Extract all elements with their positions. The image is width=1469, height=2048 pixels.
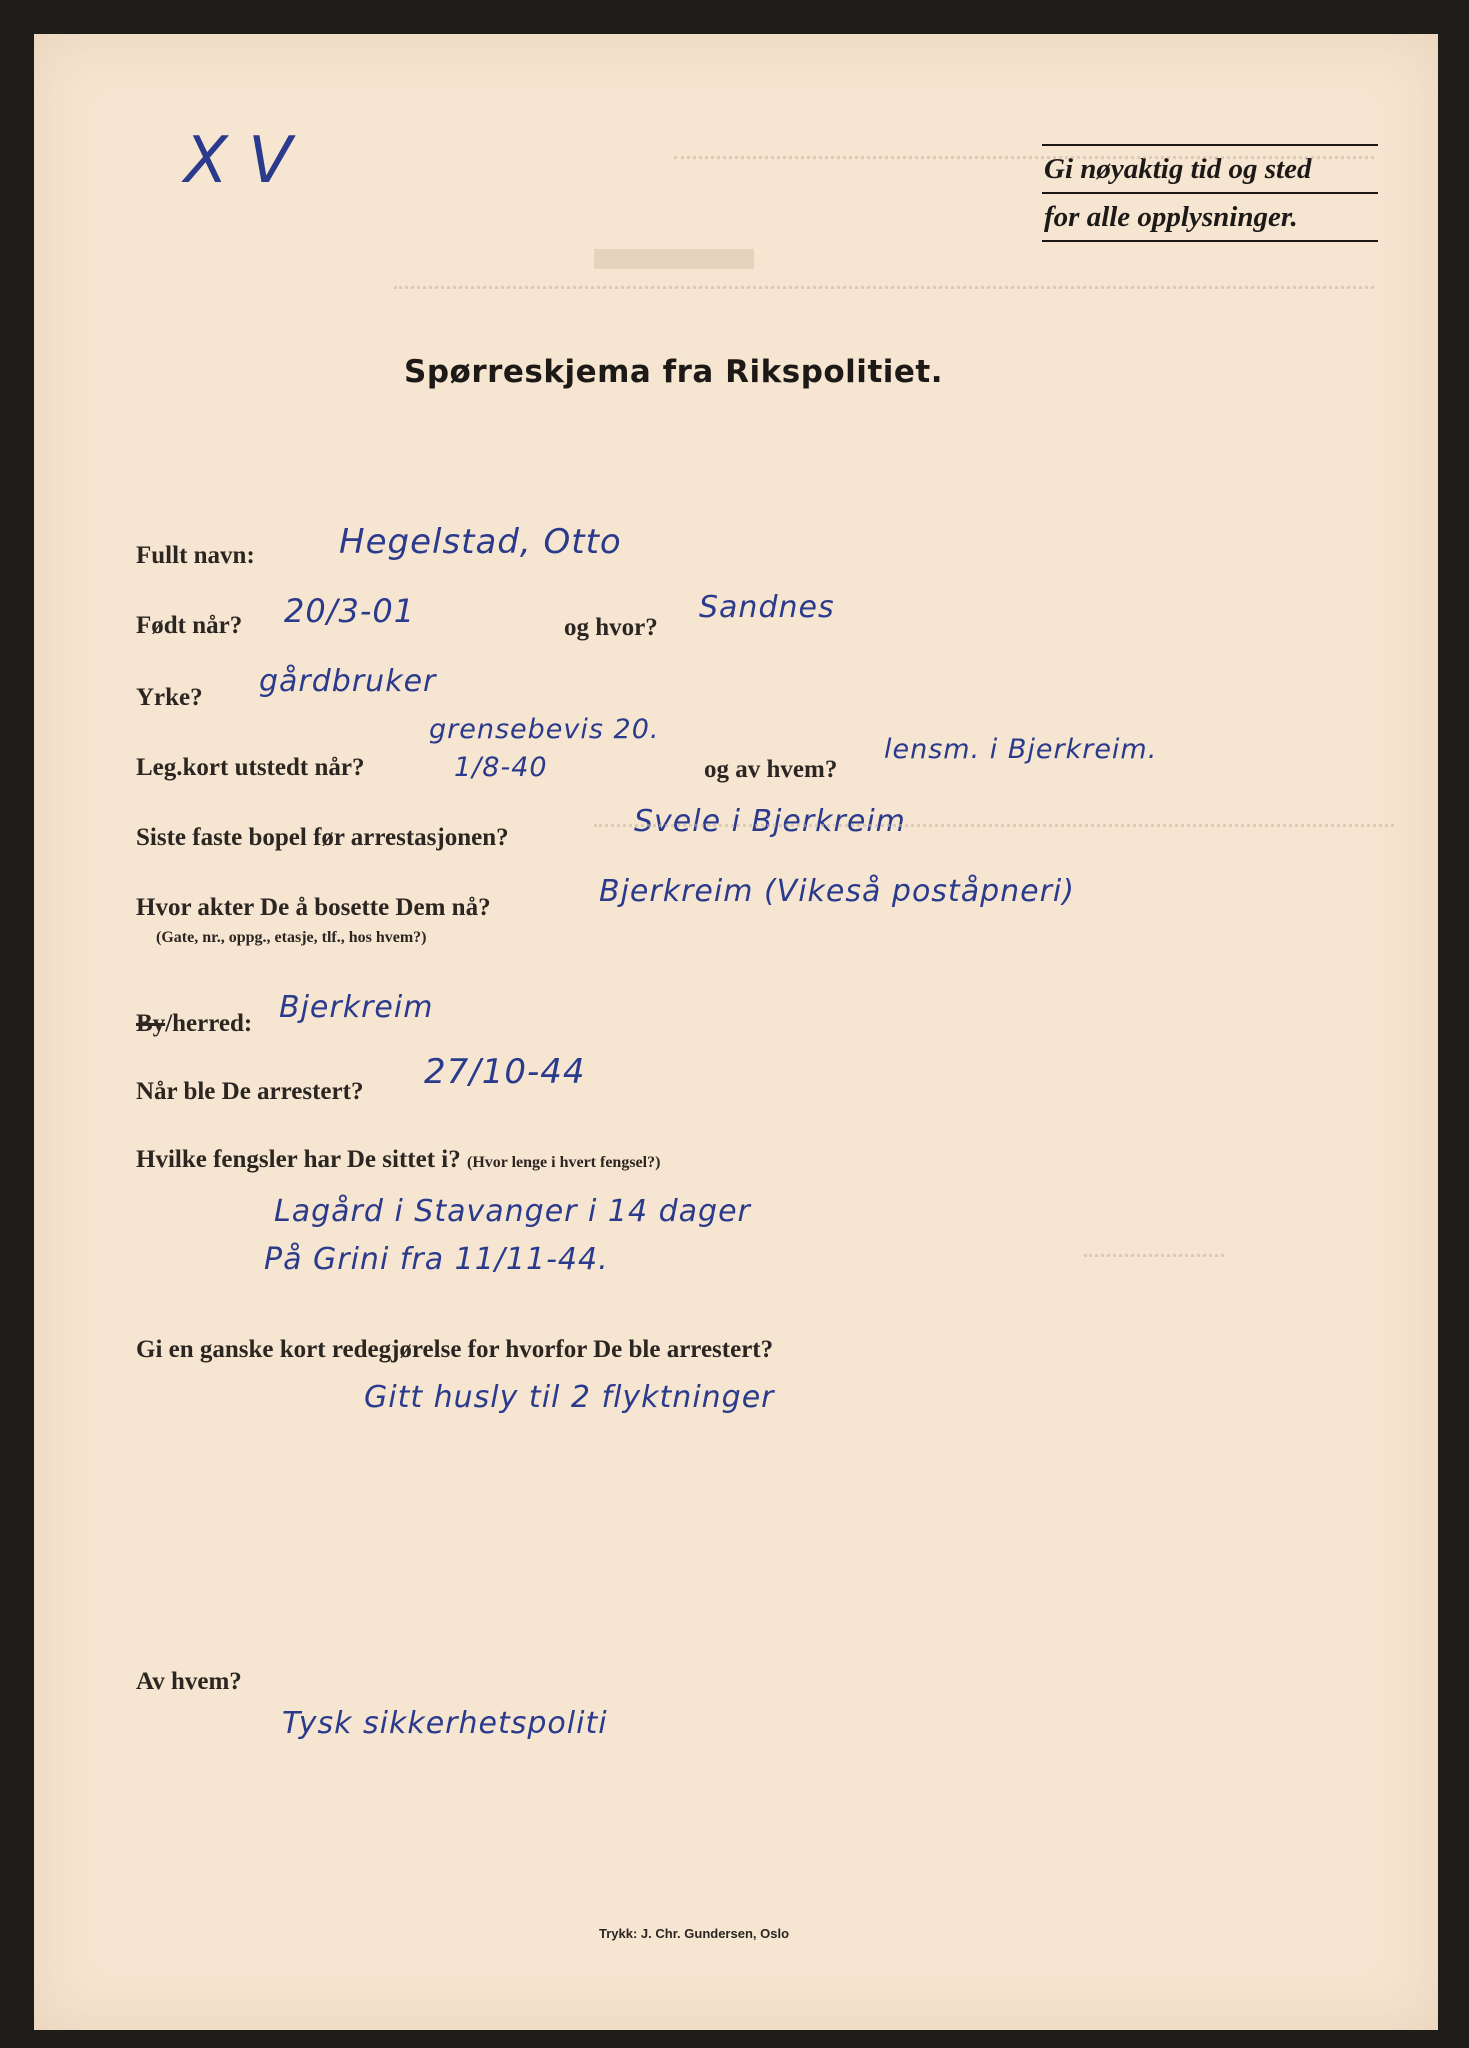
notice-line-1: Gi nøyaktig tid og sted bbox=[1042, 144, 1378, 194]
idcard-value-line1: grensebevis 20. bbox=[429, 714, 660, 745]
bleed-through-mark bbox=[674, 156, 1374, 169]
settle-label: Hvor akter De å bosette Dem nå? bbox=[136, 894, 491, 921]
name-label: Fullt navn: bbox=[136, 542, 255, 569]
where-label: og hvor? bbox=[564, 614, 658, 641]
bleed-through-mark bbox=[594, 824, 1394, 833]
idcard-label: Leg.kort utstedt når? bbox=[136, 754, 365, 781]
by-whom-label: Av hvem? bbox=[136, 1668, 242, 1695]
prisons-value-line2: På Grini fra 11/11-44. bbox=[264, 1242, 609, 1277]
issuer-value: lensm. i Bjerkreim. bbox=[884, 734, 1158, 765]
arrested-value: 27/10-44 bbox=[424, 1052, 586, 1092]
district-label-rest: /herred: bbox=[165, 1010, 253, 1037]
district-label bbox=[136, 1010, 252, 1038]
arrested-label: Når ble De arrestert? bbox=[136, 1078, 364, 1105]
where-value: Sandnes bbox=[699, 590, 835, 625]
district-value: Bjerkreim bbox=[279, 990, 434, 1025]
born-value: 20/3-01 bbox=[284, 592, 416, 630]
bleed-through-mark bbox=[594, 249, 754, 269]
bleed-through-mark bbox=[394, 286, 1374, 295]
settle-sub-label: (Gate, nr., oppg., etasje, tlf., hos hvem?) bbox=[156, 929, 427, 946]
by-whom-value: Tysk sikkerhetspoliti bbox=[282, 1706, 608, 1741]
reason-value: Gitt husly til 2 flyktninger bbox=[364, 1380, 775, 1415]
prisons-value-line1: Lagård i Stavanger i 14 dager bbox=[274, 1194, 751, 1229]
prisons-label bbox=[136, 1146, 660, 1174]
handwritten-corner-marks: X V bbox=[184, 124, 292, 198]
occupation-value: gårdbruker bbox=[259, 664, 437, 699]
prisons-label-main: Hvilke fengsler har De sittet i? bbox=[136, 1146, 461, 1173]
district-label-struck: By bbox=[136, 1010, 166, 1037]
prisons-sub-label: (Hvor lenge i hvert fengsel?) bbox=[466, 1154, 661, 1171]
settle-value: Bjerkreim (Vikeså poståpneri) bbox=[599, 874, 1075, 909]
occupation-label: Yrke? bbox=[136, 684, 203, 711]
born-label: Født når? bbox=[136, 612, 243, 639]
notice-line-2: for alle opplysninger. bbox=[1042, 194, 1378, 242]
residence-value: Svele i Bjerkreim bbox=[634, 804, 906, 839]
name-value: Hegelstad, Otto bbox=[339, 522, 622, 562]
form-page bbox=[34, 34, 1438, 2030]
residence-label: Siste faste bopel før arrestasjonen? bbox=[136, 824, 509, 851]
issuer-label: og av hvem? bbox=[704, 756, 838, 783]
bleed-through-mark bbox=[1084, 1254, 1224, 1263]
printer-credit: Trykk: J. Chr. Gundersen, Oslo bbox=[599, 1926, 790, 1941]
form-title: Spørreskjema fra Rikspolitiet. bbox=[404, 354, 944, 390]
idcard-value-line2: 1/8-40 bbox=[454, 752, 548, 783]
reason-label: Gi en ganske kort redegjørelse for hvorfor De ble arrestert? bbox=[136, 1336, 774, 1363]
